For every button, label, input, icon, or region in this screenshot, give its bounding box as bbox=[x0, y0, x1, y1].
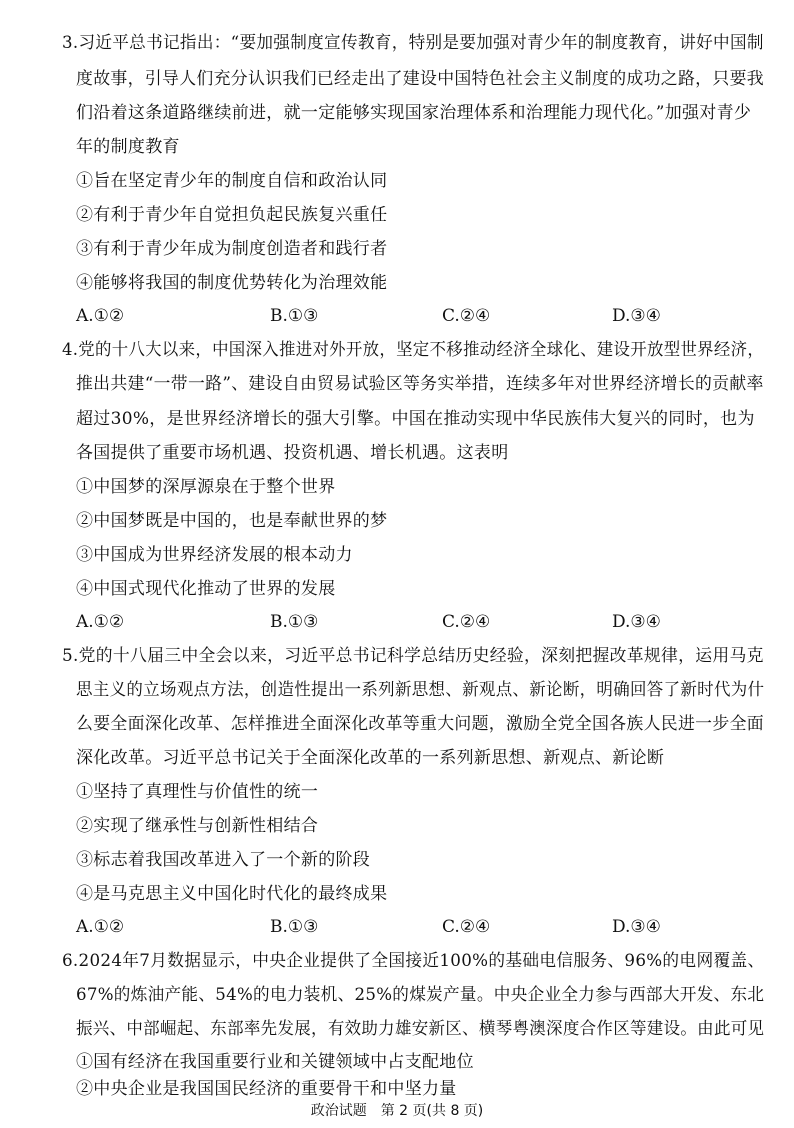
question-4-choices bbox=[76, 612, 696, 632]
question-4-stem-line-2: 推出共建“一带一路”、建设自由贸易试验区等务实举措，连续多年对世界经济增长的贡献率 bbox=[76, 374, 764, 394]
question-4-stem-line-3: 超过30%，是世界经济增长的强大引擎。中国在推动实现中华民族伟大复兴的同时，也为 bbox=[76, 409, 755, 429]
choice-b: B.①③ bbox=[270, 612, 319, 632]
choice-a: A.①② bbox=[76, 306, 125, 326]
question-3-option-4: ④能够将我国的制度优势转化为治理效能 bbox=[76, 273, 388, 293]
question-4-option-2: ②中国梦既是中国的，也是奉献世界的梦 bbox=[76, 511, 388, 531]
question-6-stem-line-2: 67%的炼油产能、54%的电力装机、25%的煤炭产量。中央企业全力参与西部大开发、东北 bbox=[76, 985, 765, 1005]
question-4-stem-line-1: 4.党的十八大以来，中国深入推进对外开放，坚定不移推动经济全球化、建设开放型世界经济， bbox=[62, 340, 765, 360]
choice-d: D.③④ bbox=[612, 917, 661, 937]
question-5-stem-line-4: 深化改革。习近平总书记关于全面深化改革的一系列新思想、新观点、新论断 bbox=[76, 748, 665, 768]
question-3-choices bbox=[76, 306, 696, 326]
question-6-stem-line-1: 6.2024年7月数据显示，中央企业提供了全国接近100%的基础电信服务、96%的电网覆盖、 bbox=[62, 951, 765, 971]
question-4-option-3: ③中国成为世界经济发展的根本动力 bbox=[76, 545, 353, 565]
question-6-stem-line-3: 振兴、中部崛起、东部率先发展，有效助力雄安新区、横琴粤澳深度合作区等建设。由此可见 bbox=[76, 1019, 765, 1039]
choice-a: A.①② bbox=[76, 917, 125, 937]
choice-c: C.②④ bbox=[442, 917, 491, 937]
question-5-choices bbox=[76, 917, 696, 937]
question-3-stem-line-2: 度故事，引导人们充分认识我们已经走出了建设中国特色社会主义制度的成功之路，只要我 bbox=[76, 69, 764, 89]
question-5-stem-line-1: 5.党的十八届三中全会以来，习近平总书记科学总结历史经验，深刻把握改革规律，运用马克 bbox=[62, 646, 764, 666]
page-footer: 政治试题 第 2 页(共 8 页) bbox=[310, 1103, 484, 1119]
question-3-option-1: ①旨在坚定青少年的制度自信和政治认同 bbox=[76, 171, 388, 191]
question-5-option-2: ②实现了继承性与创新性相结合 bbox=[76, 816, 319, 836]
question-3-option-2: ②有利于青少年自觉担负起民族复兴重任 bbox=[76, 205, 388, 225]
question-5-option-1: ①坚持了真理性与价值性的统一 bbox=[76, 782, 319, 802]
question-4-option-4: ④中国式现代化推动了世界的发展 bbox=[76, 579, 336, 599]
question-4-option-1: ①中国梦的深厚源泉在于整个世界 bbox=[76, 477, 336, 497]
question-6-option-1: ①国有经济在我国重要行业和关键领域中占支配地位 bbox=[76, 1052, 474, 1072]
question-4-stem-line-4: 各国提供了重要市场机遇、投资机遇、增长机遇。这表明 bbox=[76, 443, 509, 463]
question-5-stem-line-3: 么要全面深化改革、怎样推进全面深化改革等重大问题，激励全党全国各族人民进一步全面 bbox=[76, 714, 764, 734]
question-3-stem-line-4: 年的制度教育 bbox=[76, 137, 180, 157]
choice-b: B.①③ bbox=[270, 306, 319, 326]
choice-d: D.③④ bbox=[612, 612, 661, 632]
question-6-option-2: ②中央企业是我国国民经济的重要骨干和中坚力量 bbox=[76, 1079, 457, 1099]
question-3-stem-line-3: 们沿着这条道路继续前进，就一定能够实现国家治理体系和治理能力现代化。”加强对青少 bbox=[76, 103, 752, 123]
question-3-stem-line-1: 3.习近平总书记指出：“要加强制度宣传教育，特别是要加强对青少年的制度教育，讲好中国制 bbox=[62, 33, 764, 53]
choice-d: D.③④ bbox=[612, 306, 661, 326]
choice-c: C.②④ bbox=[442, 612, 491, 632]
question-5-option-3: ③标志着我国改革进入了一个新的阶段 bbox=[76, 850, 371, 870]
question-5-stem-line-2: 思主义的立场观点方法，创造性提出一系列新思想、新观点、新论断，明确回答了新时代为什 bbox=[76, 680, 765, 700]
question-5-option-4: ④是马克思主义中国化时代化的最终成果 bbox=[76, 884, 388, 904]
question-3-option-3: ③有利于青少年成为制度创造者和践行者 bbox=[76, 239, 388, 259]
choice-c: C.②④ bbox=[442, 306, 491, 326]
choice-a: A.①② bbox=[76, 612, 125, 632]
choice-b: B.①③ bbox=[270, 917, 319, 937]
